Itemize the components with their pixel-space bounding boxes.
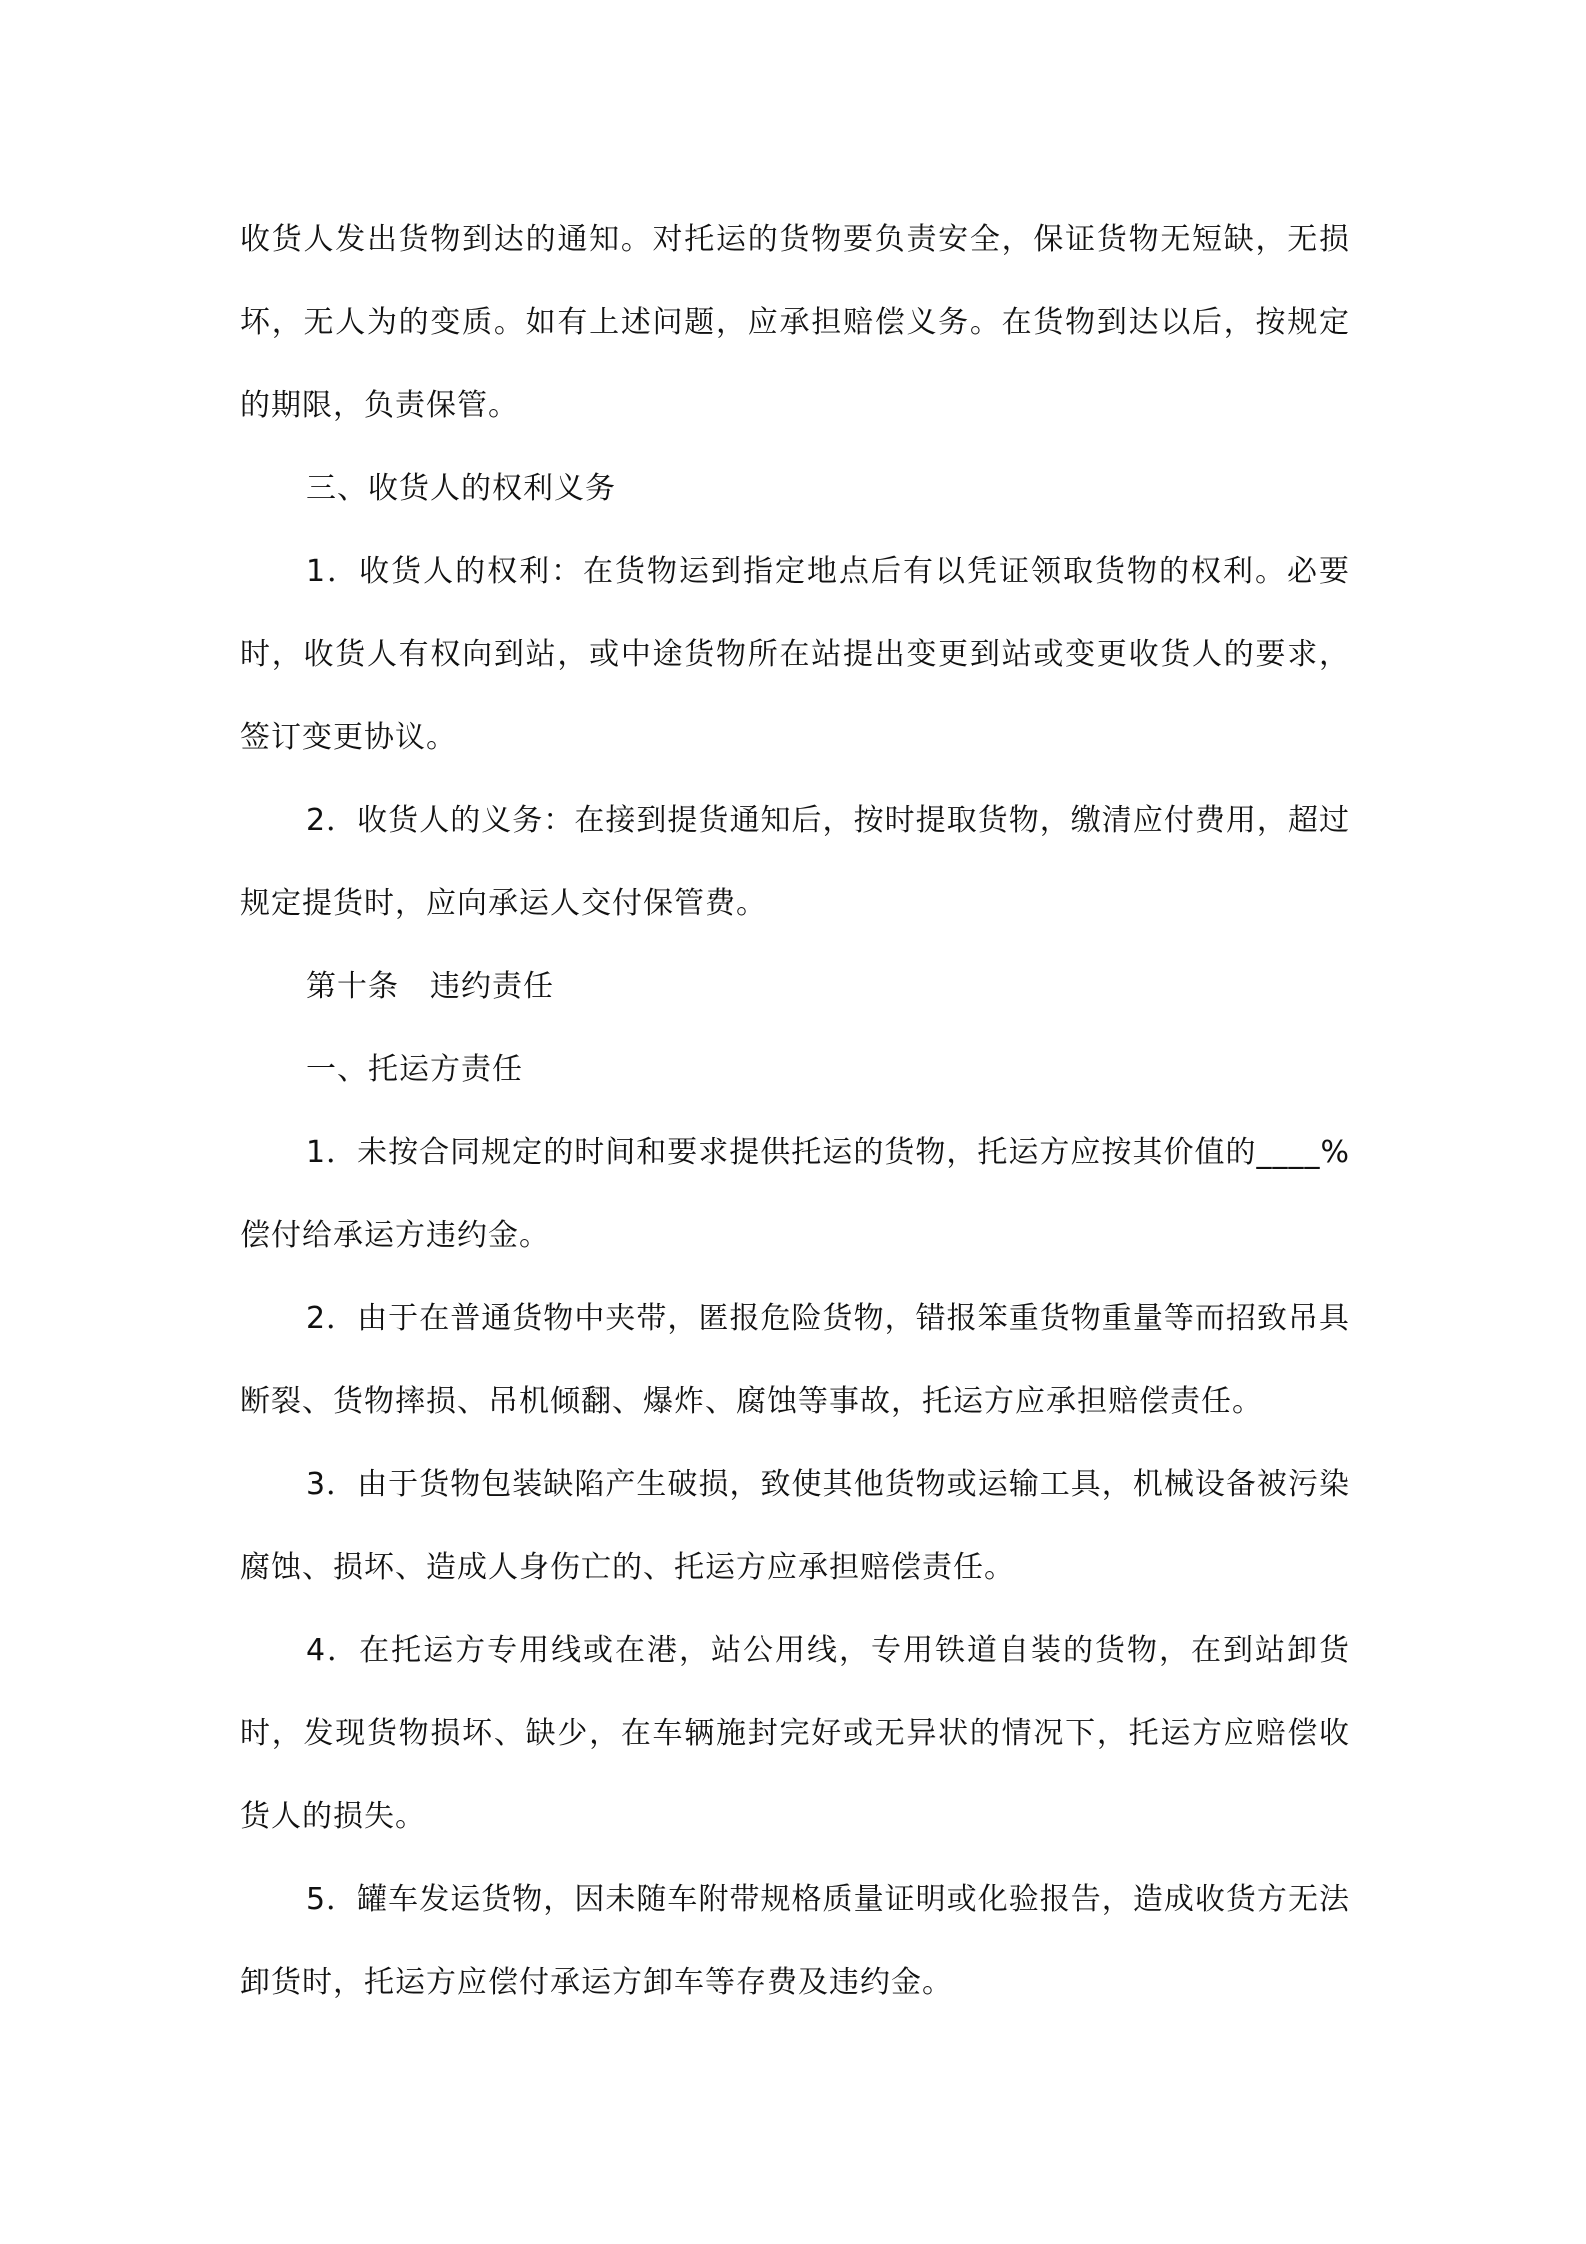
paragraph-clause-4: 4．在托运方专用线或在港，站公用线，专用铁道自装的货物，在到站卸货时，发现货物损坏、缺少，在车辆施封完好或无异状的情况下，托运方应赔偿收货人的损失。 — [240, 1633, 1350, 1834]
paragraph-clause-3: 3．由于货物包装缺陷产生破损，致使其他货物或运输工具，机械设备被污染腐蚀、损坏、造成人身伤亡的、托运方应承担赔偿责任。 — [240, 1467, 1350, 1585]
section-heading-shipper-liability: 一、托运方责任 — [306, 1052, 523, 1087]
paragraph-continuation: 收货人发出货物到达的通知。对托运的货物要负责安全，保证货物无短缺，无损坏，无人为的变质。如有上述问题，应承担赔偿义务。在货物到达以后，按规定的期限，负责保管。 — [240, 222, 1350, 423]
paragraph-consignee-obligations: 2．收货人的义务：在接到提货通知后，按时提取货物，缴清应付费用，超过规定提货时，应向承运人交付保管费。 — [240, 803, 1350, 921]
paragraph-consignee-rights: 1．收货人的权利：在货物运到指定地点后有以凭证领取货物的权利。必要时，收货人有权向到站，或中途货物所在站提出变更到站或变更收货人的要求，签订变更协议。 — [240, 554, 1350, 755]
paragraph-clause-1: 1．未按合同规定的时间和要求提供托运的货物，托运方应按其价值的____%偿付给承运方违约金。 — [240, 1135, 1350, 1253]
paragraph-clause-5: 5．罐车发运货物，因未随车附带规格质量证明或化验报告，造成收货方无法卸货时，托运方应偿付承运方卸车等存费及违约金。 — [240, 1882, 1350, 2000]
section-heading-consignee-rights: 三、收货人的权利义务 — [306, 471, 616, 506]
article-heading-liability: 第十条 违约责任 — [306, 969, 554, 1004]
paragraph-clause-2: 2．由于在普通货物中夹带，匿报危险货物，错报笨重货物重量等而招致吊具断裂、货物摔损、吊机倾翻、爆炸、腐蚀等事故，托运方应承担赔偿责任。 — [240, 1301, 1350, 1419]
document-body — [240, 198, 1350, 2024]
